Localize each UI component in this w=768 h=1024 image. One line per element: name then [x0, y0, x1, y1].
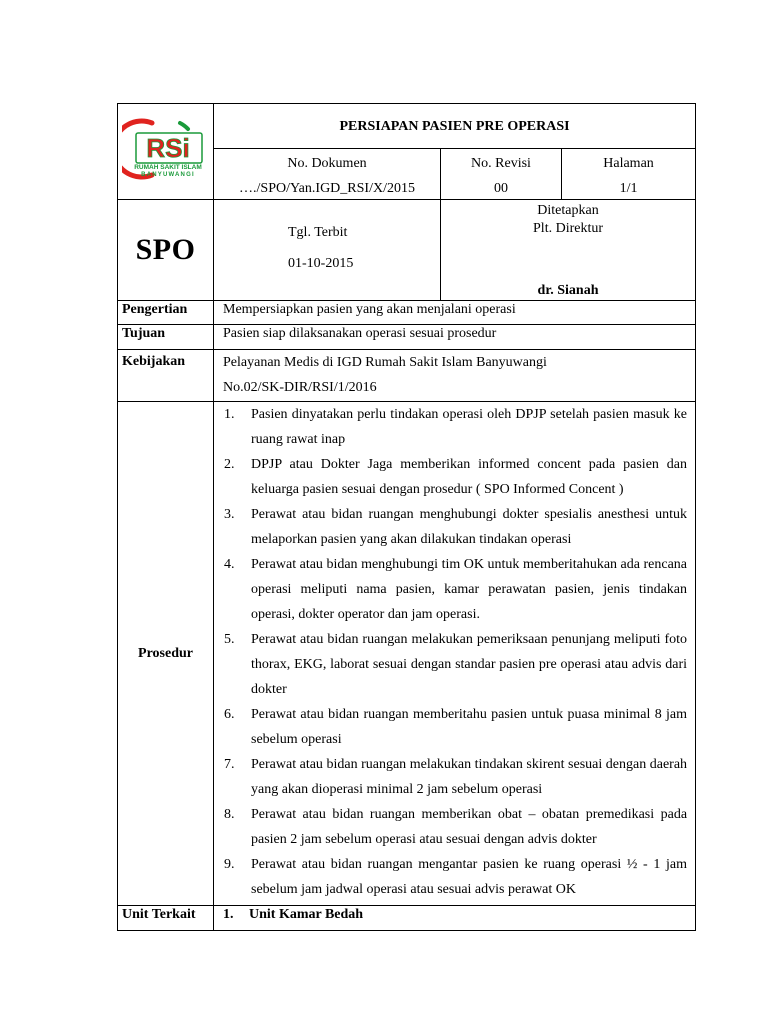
prosedur-step: 6. Perawat atau bidan ruangan memberitahu pasien untuk puasa minimal 8 jam sebelum operasi: [224, 707, 688, 747]
pengertian-value: Mempersiapkan pasien yang akan menjalani operasi: [214, 301, 696, 325]
tujuan-value: Pasien siap dilaksanakan operasi sesuai prosedur: [214, 325, 696, 350]
logo-cell: [118, 104, 214, 200]
prosedur-step: 9. Perawat atau bidan ruangan mengantar pasien ke ruang operasi ½ - 1 jam sebelum jam jadwal operasi atau sesuai advis perawat OK: [224, 857, 688, 897]
logo-subtitle-2: BANYUWANGI: [140, 171, 195, 178]
spo-label: SPO: [118, 200, 214, 301]
halaman-cell: [562, 149, 696, 200]
no-revisi-label: No. Revisi: [471, 156, 531, 171]
prosedur-step: 2. DPJP atau Dokter Jaga memberikan informed concent pada pasien dan keluarga pasien sesuai dengan prosedur ( SPO Informed Concent ): [224, 457, 688, 497]
halaman-label: Halaman: [603, 156, 654, 171]
prosedur-step: 4. Perawat atau bidan menghubungi tim OK untuk memberitahukan ada rencana operasi meliputi nama pasien, kamar perawatan pasien, jenis tindakan operasi, dokter operator dan jam operasi.: [224, 557, 688, 622]
prosedur-step: 3. Perawat atau bidan ruangan menghubungi dokter spesialis anesthesi untuk melaporkan pasien yang akan dilakukan tindakan operasi: [224, 507, 688, 547]
spo-document: [117, 103, 695, 931]
ditetapkan-cell: [441, 200, 696, 301]
prosedur-cell: [214, 402, 696, 906]
kebijakan-line-2: No.02/SK-DIR/RSI/1/2016: [223, 380, 377, 395]
logo-mark: RSi: [145, 132, 190, 163]
document-title: PERSIAPAN PASIEN PRE OPERASI: [214, 104, 696, 149]
unit-terkait-label: Unit Terkait: [118, 906, 214, 931]
prosedur-step: 5. Perawat atau bidan ruangan melakukan pemeriksaan penunjang meliputi foto thorax, EKG, laborat sesuai dengan standar pasien pre operasi atau advis dari dokter: [224, 632, 688, 697]
unit-name: Unit Kamar Bedah: [249, 907, 364, 922]
no-dokumen-label: No. Dokumen: [287, 156, 367, 171]
prosedur-step: 7. Perawat atau bidan ruangan melakukan tindakan skirent sesuai dengan daerah yang akan dioperasi minimal 2 jam sebelum operasi: [224, 757, 688, 797]
logo-subtitle-1: RUMAH SAKIT ISLAM: [133, 163, 202, 171]
plt-direktur-label: Plt. Direktur: [533, 221, 604, 236]
kebijakan-label: Kebijakan: [118, 350, 214, 402]
spo-table: [117, 103, 696, 931]
tgl-terbit-value: 01-10-2015: [288, 256, 354, 271]
no-dokumen-cell: [214, 149, 441, 200]
kebijakan-value: [214, 350, 696, 402]
no-dokumen-value: …./SPO/Yan.IGD_RSI/X/2015: [239, 181, 415, 196]
prosedur-list: [214, 402, 695, 902]
tujuan-label: Tujuan: [118, 325, 214, 350]
tgl-terbit-label: Tgl. Terbit: [288, 225, 348, 240]
rsi-logo-icon: [122, 117, 210, 181]
unit-number: 1.: [223, 907, 234, 922]
no-revisi-cell: [441, 149, 562, 200]
signatory-name: dr. Sianah: [537, 283, 599, 298]
unit-terkait-value: [214, 906, 696, 931]
prosedur-step: 8. Perawat atau bidan ruangan memberikan obat – obatan premedikasi pada pasien 2 jam sebelum operasi atau sesuai dengan advis dokter: [224, 807, 688, 847]
prosedur-label: Prosedur: [118, 402, 214, 906]
prosedur-step: 1. Pasien dinyatakan perlu tindakan operasi oleh DPJP setelah pasien masuk ke ruang rawat inap: [224, 407, 688, 447]
pengertian-label: Pengertian: [118, 301, 214, 325]
ditetapkan-label: Ditetapkan: [537, 203, 599, 218]
no-revisi-value: 00: [494, 181, 508, 196]
halaman-value: 1/1: [619, 181, 638, 196]
kebijakan-line-1: Pelayanan Medis di IGD Rumah Sakit Islam Banyuwangi: [223, 355, 547, 370]
tgl-terbit-cell: [214, 200, 441, 301]
